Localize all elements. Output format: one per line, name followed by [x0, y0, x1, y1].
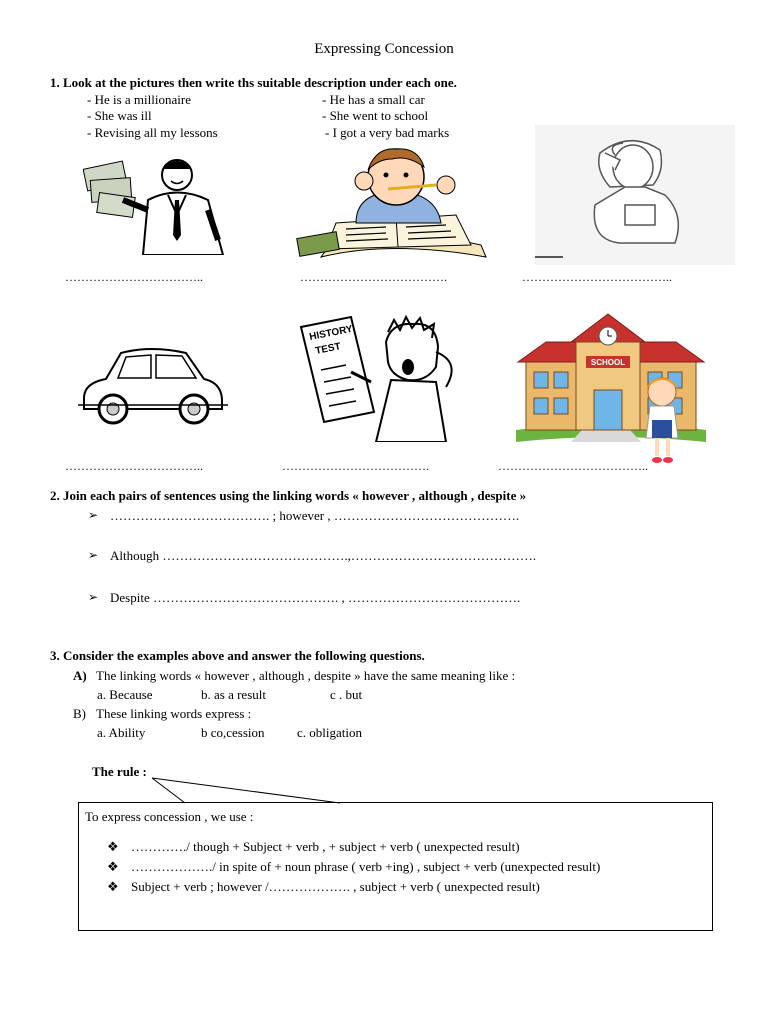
page-title: Expressing Concession [314, 41, 454, 57]
desc-left-2: - She was ill [87, 108, 152, 123]
question-a-option-b[interactable]: b. as a result [201, 687, 266, 702]
diamond-bullet-icon: ❖ [107, 839, 119, 854]
svg-text:TEST: TEST [314, 341, 342, 357]
diamond-bullet-icon: ❖ [107, 879, 119, 894]
question-a-label: A) [73, 668, 87, 683]
blank-line-1[interactable]: …………………………….. [65, 270, 203, 284]
join-line-although[interactable]: Although …………………………………….,……………………………………. [110, 548, 537, 563]
desc-right-1: - He has a small car [322, 92, 425, 107]
question-b-option-c[interactable]: c. obligation [297, 725, 362, 740]
rule-label: The rule : [92, 764, 147, 779]
ill-girl-picture [535, 125, 735, 265]
rule-item-in-spite-of: ………………./ in spite of + noun phrase ( verb +ing) , subject + verb (unexpected result) [131, 859, 601, 874]
arrow-bullet-icon: ➢ [88, 508, 99, 522]
question-a-text: The linking words « however , although , despite » have the same meaning like : [96, 668, 516, 683]
school-picture [516, 312, 706, 467]
diamond-bullet-icon: ❖ [107, 859, 119, 874]
small-car-picture [76, 343, 228, 428]
rule-box [78, 802, 713, 931]
join-line-however[interactable]: ………………………………. ; however , ……………………………………. [110, 508, 520, 523]
blank-line-2[interactable]: ………………………………. [300, 270, 447, 284]
question-b-text: These linking words express : [96, 706, 252, 721]
history-test-label: HISTORY [308, 323, 354, 343]
join-line-despite[interactable]: Despite ……………………………………. , …………………………………. [110, 590, 521, 605]
rule-item-however: Subject + verb ; however /………………. , subject + verb ( unexpected result) [131, 879, 540, 894]
section1-heading: 1. Look at the pictures then write ths suitable description under each one. [50, 75, 457, 90]
desc-right-2: - She went to school [322, 108, 429, 123]
section3-heading: 3. Consider the examples above and answer the following questions. [50, 648, 425, 663]
section2-heading: 2. Join each pairs of sentences using the linking words « however , although , despite » [50, 488, 527, 503]
blank-line-6[interactable]: ……………………………….. [498, 459, 648, 473]
millionaire-picture [83, 155, 228, 255]
revising-boy-picture [296, 145, 491, 260]
blank-line-3[interactable]: ……………………………….. [522, 270, 672, 284]
rule-intro: To express concession , we use : [85, 809, 254, 824]
school-sign: SCHOOL [590, 358, 626, 367]
arrow-bullet-icon: ➢ [88, 590, 99, 604]
question-b-option-a[interactable]: a. Ability [97, 725, 146, 740]
question-b-label: B) [73, 706, 86, 721]
blank-line-4[interactable]: …………………………….. [65, 459, 203, 473]
arrow-bullet-icon: ➢ [88, 548, 99, 562]
desc-right-3: - I got a very bad marks [325, 125, 450, 140]
blank-line-5[interactable]: ………………………………. [282, 459, 429, 473]
question-a-option-a[interactable]: a. Because [97, 687, 153, 702]
rule-item-though: …………./ though + Subject + verb , + subject + verb ( unexpected result) [131, 839, 520, 854]
desc-left-1: - He is a millionaire [87, 92, 191, 107]
question-b-option-b[interactable]: b co,cession [201, 725, 265, 740]
question-a-option-c[interactable]: c . but [330, 687, 363, 702]
desc-left-3: - Revising all my lessons [87, 125, 218, 140]
history-test-picture [296, 312, 466, 442]
